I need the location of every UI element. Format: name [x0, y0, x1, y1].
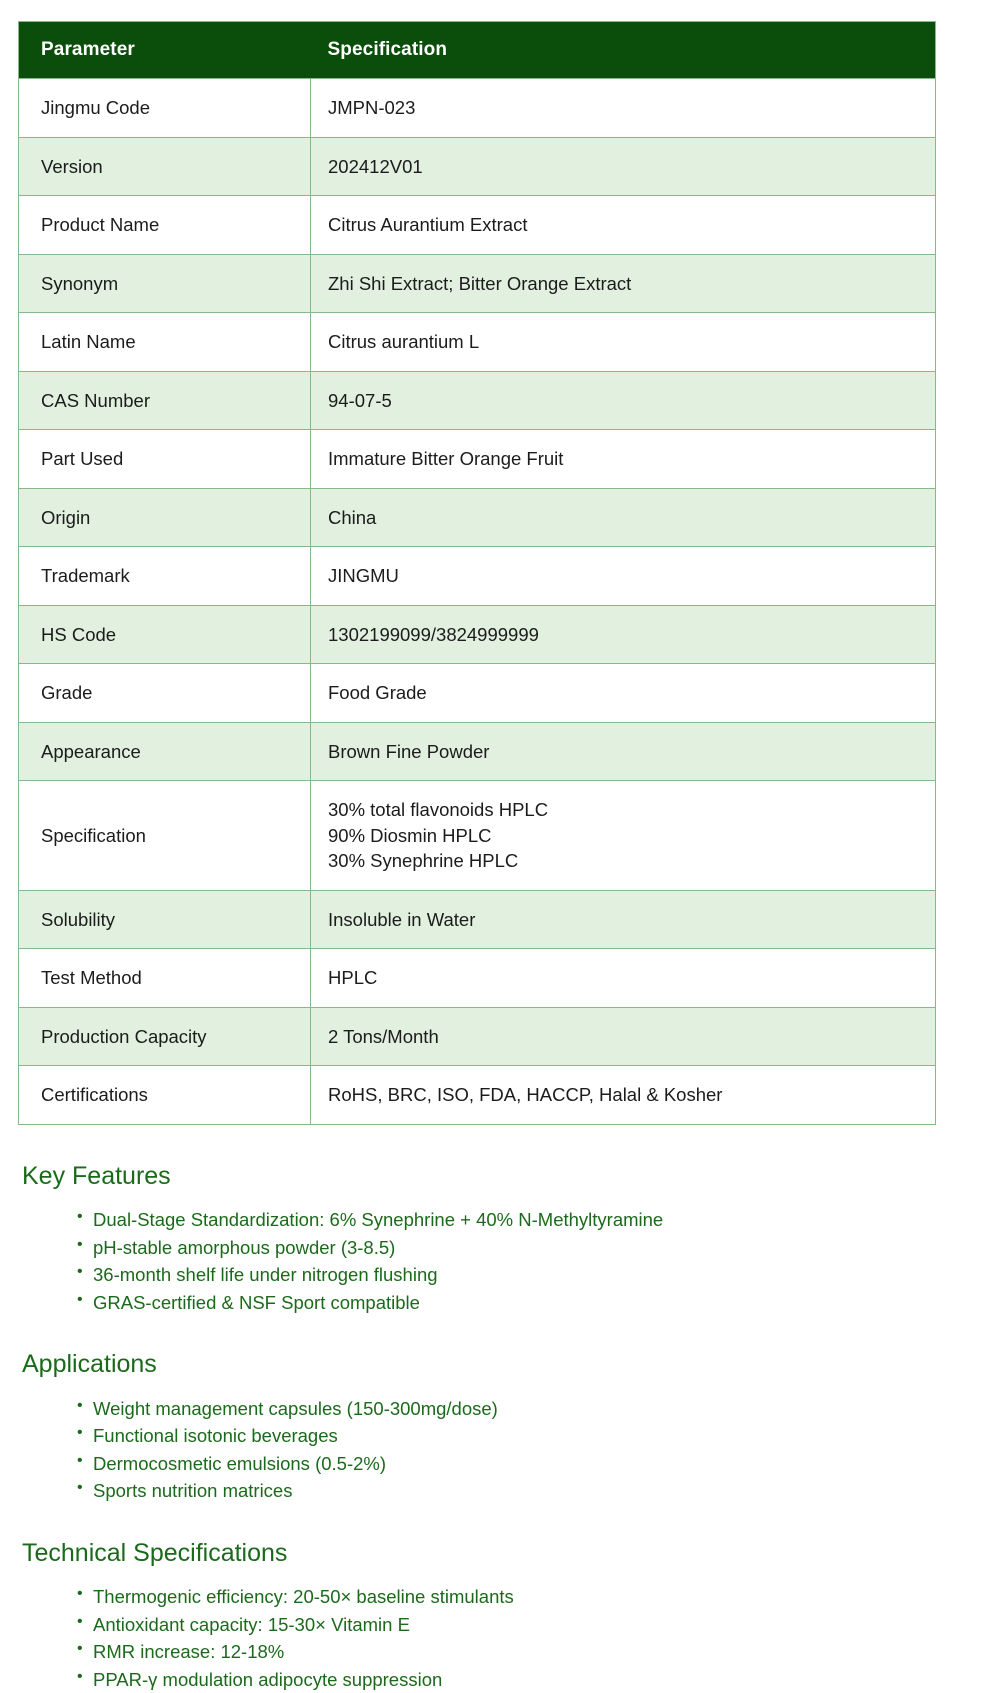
section: [20, 1538, 950, 1693]
table-row: [19, 313, 936, 372]
table-row: [19, 430, 936, 489]
cell-specification: [311, 781, 936, 891]
cell-parameter: Specification: [19, 781, 311, 891]
cell-parameter: Production Capacity: [19, 1007, 311, 1066]
cell-parameter: Synonym: [19, 254, 311, 313]
cell-specification: JMPN-023: [311, 79, 936, 138]
cell-parameter: Origin: [19, 488, 311, 547]
list-item: • RMR increase: 12-18%: [77, 1638, 950, 1666]
cell-specification: RoHS, BRC, ISO, FDA, HACCP, Halal & Kosher: [311, 1066, 936, 1125]
cell-specification: JINGMU: [311, 547, 936, 606]
specification-table-container: [18, 21, 935, 1125]
cell-specification: Zhi Shi Extract; Bitter Orange Extract: [311, 254, 936, 313]
section-heading: Applications: [22, 1350, 157, 1379]
section: [20, 1349, 950, 1505]
table-row: [19, 781, 936, 891]
cell-specification: China: [311, 488, 936, 547]
list-item: • pH-stable amorphous powder (3-8.5): [77, 1234, 950, 1262]
value-line: 90% Diosmin HPLC: [328, 824, 492, 846]
table-body: [19, 79, 936, 1125]
cell-specification: 1302199099/3824999999: [311, 605, 936, 664]
bullet-list: [20, 1206, 950, 1316]
list-item: • 36-month shelf life under nitrogen flushing: [77, 1261, 950, 1289]
table-row: [19, 605, 936, 664]
cell-parameter: Part Used: [19, 430, 311, 489]
cell-parameter: Certifications: [19, 1066, 311, 1125]
cell-specification: Citrus aurantium L: [311, 313, 936, 372]
table-row: [19, 137, 936, 196]
list-item: • Weight management capsules (150-300mg/dose): [77, 1395, 950, 1423]
list-item: • Thermogenic efficiency: 20-50× baseline stimulants: [77, 1583, 950, 1611]
cell-specification: 2 Tons/Month: [311, 1007, 936, 1066]
specification-table: [18, 21, 936, 1125]
cell-specification: 202412V01: [311, 137, 936, 196]
table-row: [19, 254, 936, 313]
cell-specification: Citrus Aurantium Extract: [311, 196, 936, 255]
section: [20, 1161, 950, 1317]
bullet-list: [20, 1583, 950, 1693]
value-line: 30% Synephrine HPLC: [328, 850, 519, 872]
section-heading: Technical Specifications: [22, 1538, 288, 1567]
value-line: 30% total flavonoids HPLC: [328, 799, 549, 821]
cell-parameter: Jingmu Code: [19, 79, 311, 138]
list-item: • PPAR-γ modulation adipocyte suppression: [77, 1666, 950, 1693]
multi-line-value: [328, 797, 935, 874]
list-item: • Dermocosmetic emulsions (0.5-2%): [77, 1450, 950, 1478]
list-item: • Antioxidant capacity: 15-30× Vitamin E: [77, 1611, 950, 1639]
table-row: [19, 1007, 936, 1066]
section-heading: Key Features: [22, 1161, 171, 1190]
cell-parameter: Appearance: [19, 722, 311, 781]
cell-parameter: Version: [19, 137, 311, 196]
table-row: [19, 722, 936, 781]
cell-specification: HPLC: [311, 949, 936, 1008]
bullet-list: [20, 1395, 950, 1505]
cell-specification: Food Grade: [311, 664, 936, 723]
cell-specification: Brown Fine Powder: [311, 722, 936, 781]
table-header-row: [19, 22, 936, 79]
table-row: [19, 547, 936, 606]
cell-specification: 94-07-5: [311, 371, 936, 430]
table-header: [19, 22, 936, 79]
list-item: • Dual-Stage Standardization: 6% Synephrine + 40% N-Methyltyramine: [77, 1206, 950, 1234]
list-item: • GRAS-certified & NSF Sport compatible: [77, 1289, 950, 1317]
table-row: [19, 1066, 936, 1125]
column-header-specification: Specification: [311, 22, 936, 79]
content-sections: [0, 1161, 1000, 1693]
table-row: [19, 488, 936, 547]
table-row: [19, 79, 936, 138]
cell-parameter: Product Name: [19, 196, 311, 255]
cell-specification: Insoluble in Water: [311, 890, 936, 949]
cell-parameter: Grade: [19, 664, 311, 723]
cell-parameter: Trademark: [19, 547, 311, 606]
table-row: [19, 890, 936, 949]
table-row: [19, 196, 936, 255]
cell-parameter: CAS Number: [19, 371, 311, 430]
cell-specification: Immature Bitter Orange Fruit: [311, 430, 936, 489]
list-item: • Functional isotonic beverages: [77, 1422, 950, 1450]
table-row: [19, 664, 936, 723]
table-row: [19, 949, 936, 1008]
cell-parameter: Solubility: [19, 890, 311, 949]
cell-parameter: Test Method: [19, 949, 311, 1008]
cell-parameter: Latin Name: [19, 313, 311, 372]
list-item: • Sports nutrition matrices: [77, 1477, 950, 1505]
table-row: [19, 371, 936, 430]
column-header-parameter: Parameter: [19, 22, 311, 79]
cell-parameter: HS Code: [19, 605, 311, 664]
